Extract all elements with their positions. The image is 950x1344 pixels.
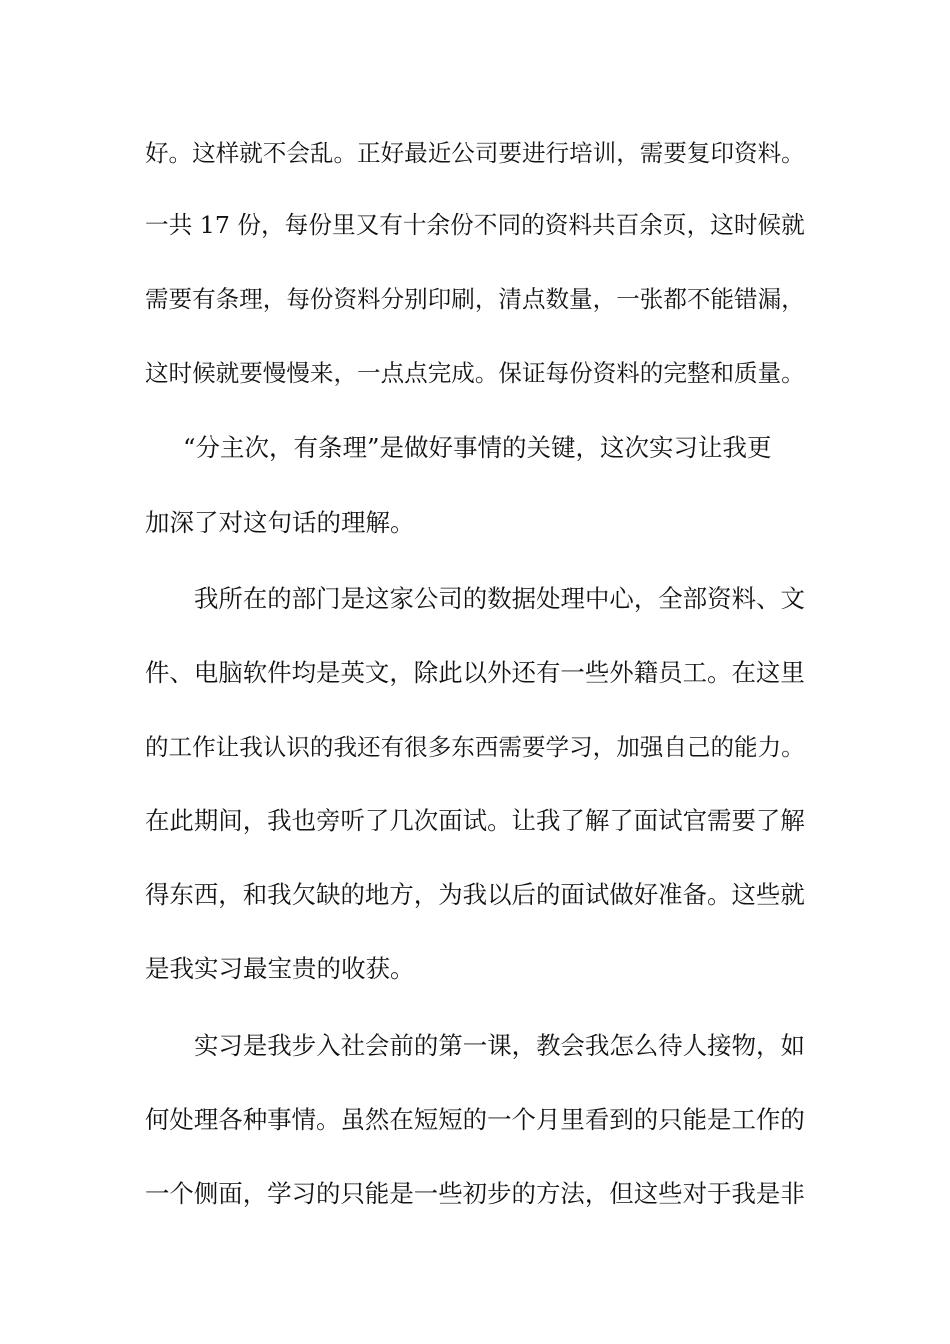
line-text: 需要有条理，每份资料分别印刷，清点数量，一张都不能错漏， [145,285,805,313]
line-text: 件、电脑软件均是英文，除此以外还有一些外籍员工。在这里 [145,658,805,687]
text-line [0,949,950,989]
text-line [0,653,950,693]
line-text: 的工作让我认识的我还有很多东西需要学习，加强自己的能力。 [145,733,805,761]
line-text: 一共 17 份，每份里又有十余份不同的资料共百余页，这时候就 [145,211,805,239]
text-line [0,875,950,915]
text-line [0,579,950,619]
line-text: 在此期间，我也旁听了几次面试。让我了解了面试官需要了解 [145,806,805,835]
text-line [0,205,950,245]
line-text: 是我实习最宝贵的收获。 [145,954,415,983]
text-line [0,133,950,173]
line-text: 我所在的部门是这家公司的数据处理中心，全部资料、文 [194,584,805,613]
line-text: 得东西，和我欠缺的地方，为我以后的面试做好准备。这些就 [145,880,805,909]
text-line [0,279,950,319]
line-text: 加深了对这句话的理解。 [145,508,415,537]
line-text: “分主次，有条理”是做好事情的关键，这次实习让我更 [183,433,772,462]
text-line [0,727,950,767]
line-text: 一个侧面，学习的只能是一些初步的方法，但这些对于我是非 [145,1179,805,1208]
text-line [0,1100,950,1140]
text-line [0,353,950,393]
text-line [0,503,950,543]
line-text: 何处理各种事情。虽然在短短的一个月里看到的只能是工作的 [145,1105,805,1134]
line-text: 这时候就要慢慢来，一点点完成。保证每份资料的完整和质量。 [145,359,805,387]
line-text: 实习是我步入社会前的第一课，教会我怎么待人接物，如 [194,1031,805,1060]
text-line [0,428,950,468]
text-line [0,1026,950,1066]
text-line [0,1174,950,1214]
line-text: 好。这样就不会乱。正好最近公司要进行培训，需要复印资料。 [145,139,805,167]
text-line [0,801,950,841]
